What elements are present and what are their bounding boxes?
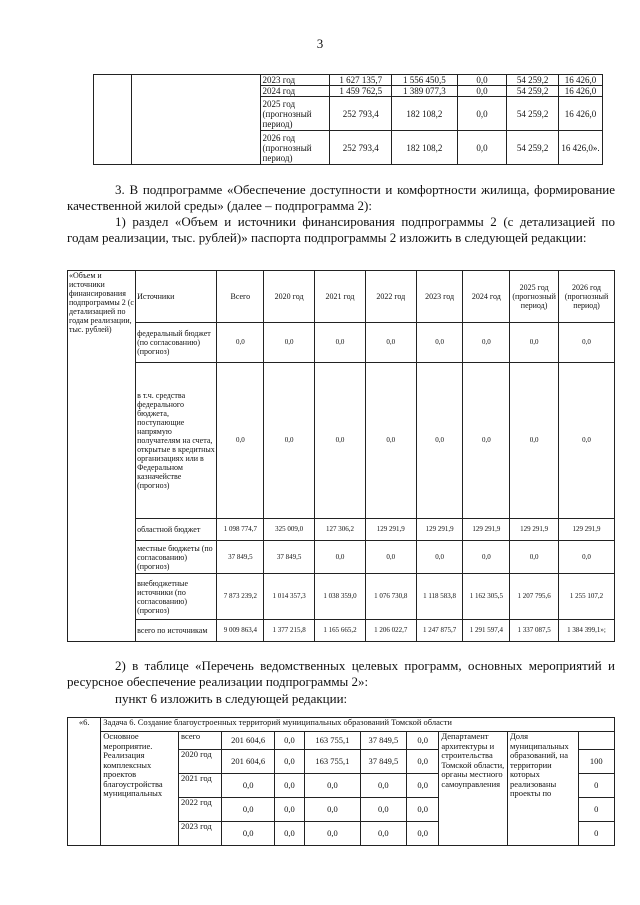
value-cell: 16 426,0 bbox=[559, 97, 603, 131]
paragraph-3: 3. В подпрограмме «Обеспечение доступности и комфортности жилища, формирование качественной жилой среды» (далее – подпрограмма 2): bbox=[67, 182, 615, 213]
column-header: Всего bbox=[217, 271, 264, 323]
value-cell: 182 108,2 bbox=[392, 97, 458, 131]
value-cell: 163 755,1 bbox=[305, 732, 361, 750]
period-cell: 2023 год bbox=[179, 822, 222, 846]
value-cell: 0,0 bbox=[510, 541, 559, 574]
value-cell: 0,0 bbox=[305, 774, 361, 798]
year-cell: 2023 год bbox=[260, 75, 330, 86]
value-cell: 1 247 875,7 bbox=[416, 620, 463, 642]
indicator-cell: Доля муниципальных образований, на территории которых реализованы проекты по bbox=[507, 732, 578, 846]
value-cell: 201 604,6 bbox=[222, 732, 274, 750]
value-cell: 0,0 bbox=[222, 798, 274, 822]
value-cell: 1 255 107,2 bbox=[559, 574, 615, 620]
year-cell: 2025 год (прогнозный период) bbox=[260, 97, 330, 131]
value-cell: 1 118 583,8 bbox=[416, 574, 463, 620]
target-cell: 100 bbox=[578, 750, 614, 774]
value-cell: 37 849,5 bbox=[360, 750, 406, 774]
target-cell: 0 bbox=[578, 822, 614, 846]
table-row bbox=[68, 620, 615, 642]
value-cell: 0,0 bbox=[274, 732, 304, 750]
value-cell: 0,0 bbox=[416, 541, 463, 574]
paragraph-section-1: 1) раздел «Объем и источники финансирования подпрограммы 2 (с детализацией по годам реализации, тыс. рублей)» паспорта подпрограммы 2 изложить в следующей редакции: bbox=[67, 214, 615, 245]
value-cell: 127 306,2 bbox=[315, 519, 366, 541]
value-cell: 54 259,2 bbox=[507, 97, 559, 131]
value-cell: 0,0 bbox=[274, 750, 304, 774]
value-cell: 0,0 bbox=[264, 323, 315, 363]
row-header: «Объем и источники финансирования подпрограммы 2 (с детализацией по годам реализации, тыс. рублей) bbox=[68, 271, 136, 642]
task-table bbox=[67, 717, 615, 846]
value-cell: 252 793,4 bbox=[330, 131, 392, 165]
value-cell: 129 291,9 bbox=[416, 519, 463, 541]
column-header: Источники bbox=[136, 271, 217, 323]
value-cell: 1 291 597,4 bbox=[463, 620, 510, 642]
column-header: 2024 год bbox=[463, 271, 510, 323]
value-cell: 0,0 bbox=[407, 750, 439, 774]
value-cell: 7 873 239,2 bbox=[217, 574, 264, 620]
source-cell: внебюджетные источники (по согласованию) (прогноз) bbox=[136, 574, 217, 620]
value-cell: 0,0 bbox=[457, 131, 507, 165]
value-cell: 0,0 bbox=[510, 323, 559, 363]
empty-cell bbox=[94, 75, 132, 165]
value-cell: 16 426,0». bbox=[559, 131, 603, 165]
value-cell: 129 291,9 bbox=[365, 519, 416, 541]
source-cell: всего по источникам bbox=[136, 620, 217, 642]
value-cell: 0,0 bbox=[407, 774, 439, 798]
value-cell: 129 291,9 bbox=[510, 519, 559, 541]
value-cell: 0,0 bbox=[360, 822, 406, 846]
target-cell: 0 bbox=[578, 774, 614, 798]
value-cell: 0,0 bbox=[463, 363, 510, 519]
task-title-row bbox=[68, 718, 615, 732]
column-header: 2025 год (прогнозный период) bbox=[510, 271, 559, 323]
table-row bbox=[94, 75, 603, 86]
value-cell: 1 556 450,5 bbox=[392, 75, 458, 86]
value-cell: 0,0 bbox=[365, 323, 416, 363]
empty-cell bbox=[131, 75, 260, 165]
value-cell: 182 108,2 bbox=[392, 131, 458, 165]
value-cell: 0,0 bbox=[365, 363, 416, 519]
value-cell: 0,0 bbox=[407, 798, 439, 822]
column-header: 2020 год bbox=[264, 271, 315, 323]
value-cell: 0,0 bbox=[457, 86, 507, 97]
value-cell: 0,0 bbox=[315, 541, 366, 574]
value-cell: 1 098 774,7 bbox=[217, 519, 264, 541]
table-row bbox=[68, 363, 615, 519]
value-cell: 0,0 bbox=[407, 732, 439, 750]
value-cell: 1 337 087,5 bbox=[510, 620, 559, 642]
value-cell: 54 259,2 bbox=[507, 131, 559, 165]
value-cell: 0,0 bbox=[416, 323, 463, 363]
paragraph-section-2: 2) в таблице «Перечень ведомственных целевых программ, основных мероприятий и ресурсное обеспечение реализации подпрограммы 2»: bbox=[67, 658, 615, 689]
target-cell: 0 bbox=[578, 798, 614, 822]
value-cell: 0,0 bbox=[559, 323, 615, 363]
value-cell: 129 291,9 bbox=[559, 519, 615, 541]
value-cell: 1 076 730,8 bbox=[365, 574, 416, 620]
value-cell: 0,0 bbox=[217, 363, 264, 519]
value-cell: 0,0 bbox=[305, 798, 361, 822]
value-cell: 325 009,0 bbox=[264, 519, 315, 541]
value-cell: 0,0 bbox=[463, 323, 510, 363]
task-title: Задача 6. Создание благоустроенных территорий муниципальных образований Томской области bbox=[101, 718, 615, 732]
value-cell: 0,0 bbox=[360, 798, 406, 822]
target-cell bbox=[578, 732, 614, 750]
value-cell: 0,0 bbox=[217, 323, 264, 363]
value-cell: 0,0 bbox=[305, 822, 361, 846]
value-cell: 9 009 863,4 bbox=[217, 620, 264, 642]
value-cell: 1 384 399,1»; bbox=[559, 620, 615, 642]
period-cell: всего bbox=[179, 732, 222, 750]
value-cell: 1 627 135,7 bbox=[330, 75, 392, 86]
value-cell: 201 604,6 bbox=[222, 750, 274, 774]
value-cell: 16 426,0 bbox=[559, 75, 603, 86]
value-cell: 1 377 215,8 bbox=[264, 620, 315, 642]
year-cell: 2026 год (прогнозный период) bbox=[260, 131, 330, 165]
value-cell: 129 291,9 bbox=[463, 519, 510, 541]
table-row bbox=[68, 541, 615, 574]
value-cell: 1 207 795,6 bbox=[510, 574, 559, 620]
source-cell: в т.ч. средства федерального бюджета, поступающие напрямую получателям на счета, открытые в кредитных организациях или в Федеральном казначействе (прогноз) bbox=[136, 363, 217, 519]
header-row bbox=[68, 271, 615, 323]
executor-cell: Департамент архитектуры и строительства Томской области, органы местного самоуправления bbox=[439, 732, 508, 846]
value-cell: 1 165 665,2 bbox=[315, 620, 366, 642]
table-row bbox=[68, 323, 615, 363]
source-cell: областной бюджет bbox=[136, 519, 217, 541]
source-cell: федеральный бюджет (по согласованию) (прогноз) bbox=[136, 323, 217, 363]
column-header: 2023 год bbox=[416, 271, 463, 323]
value-cell: 0,0 bbox=[222, 774, 274, 798]
value-cell: 0,0 bbox=[559, 363, 615, 519]
column-header: 2026 год (прогнозный период) bbox=[559, 271, 615, 323]
table-row bbox=[68, 519, 615, 541]
source-cell: местные бюджеты (по согласованию) (прогноз) bbox=[136, 541, 217, 574]
page-number: 3 bbox=[316, 36, 324, 51]
value-cell: 0,0 bbox=[365, 541, 416, 574]
table-row bbox=[68, 732, 615, 750]
value-cell: 0,0 bbox=[274, 822, 304, 846]
value-cell: 0,0 bbox=[222, 822, 274, 846]
event-cell: Основное мероприятие. Реализация комплексных проектов благоустройства муниципальных bbox=[101, 732, 179, 846]
year-cell: 2024 год bbox=[260, 86, 330, 97]
value-cell: 0,0 bbox=[457, 75, 507, 86]
value-cell: 0,0 bbox=[264, 363, 315, 519]
value-cell: 1 014 357,3 bbox=[264, 574, 315, 620]
value-cell: 0,0 bbox=[407, 822, 439, 846]
paragraph-item-6: пункт 6 изложить в следующей редакции: bbox=[115, 691, 348, 706]
period-cell: 2021 год bbox=[179, 774, 222, 798]
value-cell: 0,0 bbox=[457, 97, 507, 131]
period-cell: 2022 год bbox=[179, 798, 222, 822]
value-cell: 1 206 022,7 bbox=[365, 620, 416, 642]
value-cell: 1 389 077,3 bbox=[392, 86, 458, 97]
value-cell: 0,0 bbox=[274, 798, 304, 822]
value-cell: 0,0 bbox=[274, 774, 304, 798]
value-cell: 163 755,1 bbox=[305, 750, 361, 774]
value-cell: 252 793,4 bbox=[330, 97, 392, 131]
column-header: 2022 год bbox=[365, 271, 416, 323]
value-cell: 1 038 359,0 bbox=[315, 574, 366, 620]
value-cell: 0,0 bbox=[315, 323, 366, 363]
value-cell: 0,0 bbox=[559, 541, 615, 574]
value-cell: 37 849,5 bbox=[360, 732, 406, 750]
value-cell: 37 849,5 bbox=[217, 541, 264, 574]
value-cell: 16 426,0 bbox=[559, 86, 603, 97]
value-cell: 0,0 bbox=[315, 363, 366, 519]
value-cell: 54 259,2 bbox=[507, 75, 559, 86]
value-cell: 0,0 bbox=[416, 363, 463, 519]
value-cell: 37 849,5 bbox=[264, 541, 315, 574]
value-cell: 0,0 bbox=[463, 541, 510, 574]
value-cell: 0,0 bbox=[510, 363, 559, 519]
top-finance-table bbox=[93, 74, 603, 165]
value-cell: 0,0 bbox=[360, 774, 406, 798]
value-cell: 1 162 305,5 bbox=[463, 574, 510, 620]
finance-table bbox=[67, 270, 615, 642]
period-cell: 2020 год bbox=[179, 750, 222, 774]
column-header: 2021 год bbox=[315, 271, 366, 323]
value-cell: 1 459 762,5 bbox=[330, 86, 392, 97]
value-cell: 54 259,2 bbox=[507, 86, 559, 97]
item-number: «6. bbox=[68, 718, 101, 846]
table-row bbox=[68, 574, 615, 620]
